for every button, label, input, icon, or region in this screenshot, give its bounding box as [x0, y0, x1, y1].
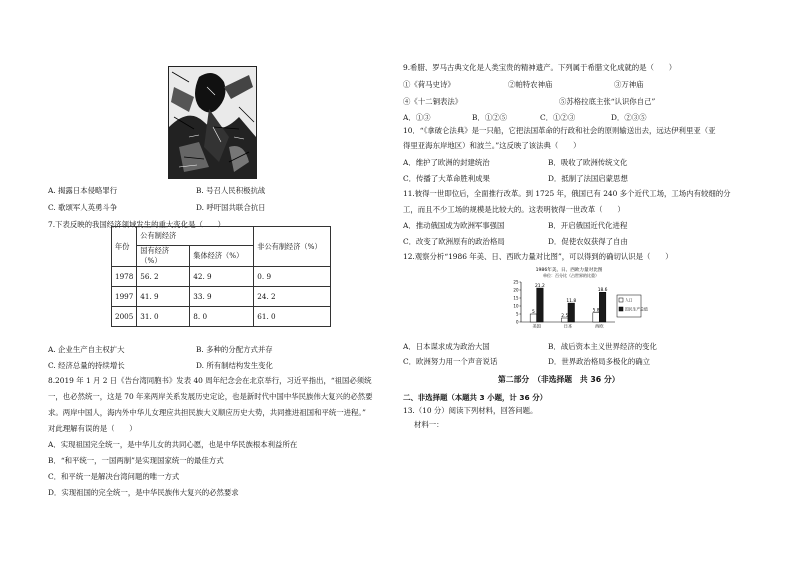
bar-population	[530, 314, 537, 322]
cell: 1997	[112, 287, 137, 307]
category-label: 美国	[532, 323, 541, 329]
q8-line-2: 一，也必然统一，这是 70 年来两岸关系发展历史定论，也是新时代中国中华民族伟大复兴的必然要	[48, 392, 373, 401]
q12-option-b[interactable]: B．战后资本主义世界经济的变化	[548, 342, 657, 351]
table-row	[112, 287, 331, 307]
q10-option-c[interactable]: C．传播了大革命胜利成果	[403, 174, 490, 183]
q9-item-5: ⑤苏格拉底主张“认识你自己”	[559, 97, 656, 106]
cell: 2005	[112, 307, 137, 327]
woodcut-illustration	[168, 66, 257, 179]
q10-option-d[interactable]: D．抵制了法国启蒙思想	[548, 174, 628, 183]
q7-option-c[interactable]: C. 经济总量的持续增长	[48, 361, 125, 370]
q8-option-a[interactable]: A．实现祖国完全统一，是中华儿女的共同心愿，也是中华民族根本利益所在	[48, 440, 298, 449]
q11-option-c[interactable]: C．改变了欧洲原有的政治格局	[403, 237, 505, 246]
cell: 0. 9	[254, 267, 331, 287]
cell: 56. 2	[137, 267, 190, 287]
q13-stem: 13.（10 分）阅读下列材料，回答问题。	[403, 406, 538, 415]
legend-label: 国民生产总值	[625, 306, 648, 312]
y-tick-label: 15	[513, 295, 519, 301]
q7-option-d[interactable]: D. 所有制结构发生变化	[196, 361, 273, 370]
q8-option-d[interactable]: D．实现祖国的完全统一，是中华民族伟大复兴的必然要求	[48, 488, 239, 497]
q9-choice-a[interactable]: A．①③	[403, 113, 431, 122]
cell: 24. 2	[254, 287, 331, 307]
q10-line-1: 10．“《拿破仑法典》是一只船，它把法国革命的行政和社会的原则输送出去，远达伊利里亚（亚	[403, 126, 716, 135]
category-label: 西欧	[595, 323, 604, 329]
data-label: 18.6	[597, 288, 608, 294]
data-label: 2.5	[561, 313, 569, 319]
y-tick-label: 0	[515, 319, 519, 325]
q10-line-2: 得里亚海东岸地区）和波兰。”这反映了该法典（ ）	[403, 141, 581, 150]
q9-choice-b[interactable]: B．①②⑤	[472, 113, 507, 122]
q9-item-2: ②帕特农神庙	[508, 80, 553, 89]
table-row	[112, 307, 331, 327]
th-collective: 集体经济（%）	[190, 246, 254, 267]
q12-stem: 12.观察分析“1986 年美、日、西欧力量对比图”，可以得到的确切认识是（ ）	[403, 252, 673, 261]
q12-option-c[interactable]: C．欧洲努力用一个声音说话	[403, 357, 498, 366]
table-row	[112, 267, 331, 287]
y-tick-label: 20	[513, 287, 519, 293]
q6-option-a[interactable]: A. 揭露日本侵略罪行	[48, 186, 118, 195]
legend-swatch	[619, 298, 623, 302]
category-label: 日本	[563, 323, 573, 329]
q11-option-a[interactable]: A．推动俄国成为欧洲军事强国	[403, 221, 505, 230]
q9-item-4: ④《十二铜表法》	[403, 97, 463, 106]
th-public: 公有制经济	[137, 227, 254, 246]
bar-population	[593, 313, 600, 322]
q11-option-b[interactable]: B．开启俄国近代化进程	[548, 221, 628, 230]
chart-subtitle: 单位：百分比（占世界的比重）	[543, 273, 599, 278]
cell: 61. 0	[254, 307, 331, 327]
th-nonpublic: 非公有制经济（%）	[254, 227, 331, 267]
q9-choice-d[interactable]: D．②③⑤	[611, 113, 647, 122]
material-label: 材料一：	[414, 420, 444, 429]
q6-option-d[interactable]: D. 呼吁国共联合抗日	[196, 203, 266, 212]
bar-gnp	[599, 292, 606, 322]
section2-heading: 二、非选择题（本题共 3 小题，计 36 分）	[403, 393, 547, 402]
part2-title: 第二部分 （非选择题 共 36 分）	[498, 375, 620, 384]
q11-line-2: 工，而且不少工场的规模是比较大的。这表明彼得一世改革（ ）	[403, 205, 625, 214]
th-state: 国有经济（%）	[137, 246, 190, 267]
y-tick-label: 5	[515, 311, 519, 317]
q12-option-d[interactable]: D．世界政治格局多极化的确立	[548, 357, 651, 366]
cell: 31. 0	[137, 307, 190, 327]
th-year: 年份	[112, 227, 137, 267]
q12-option-a[interactable]: A．日本谋求成为政治大国	[403, 342, 490, 351]
cell: 1978	[112, 267, 137, 287]
q6-option-c[interactable]: C. 歌颂军人英勇斗争	[48, 203, 118, 212]
cell: 41. 9	[137, 287, 190, 307]
q7-option-a[interactable]: A. 企业生产自主权扩大	[48, 345, 125, 354]
q9-choice-c[interactable]: C．①②③	[540, 113, 576, 122]
q7-stem: 7.下表反映的我国经济领域发生的重大变化是（ ）	[48, 220, 226, 229]
q11-option-d[interactable]: D．促使农奴获得了自由	[548, 237, 628, 246]
q8-line-3: 求。两岸中国人，海内外中华儿女理应共担民族大义顺应历史大势，共同推进祖国和平统一进程。”	[48, 408, 366, 417]
q8-line-4: 对此理解有误的是（ ）	[48, 424, 137, 433]
q7-table	[111, 226, 331, 327]
q9-item-1: ①《荷马史诗》	[403, 80, 455, 89]
q8-option-c[interactable]: C．和平统一是解决台湾问题的唯一方式	[48, 472, 180, 481]
q7-option-b[interactable]: B. 多种的分配方式并存	[196, 345, 273, 354]
bar-gnp	[568, 303, 575, 322]
q9-stem: 9.希腊、罗马古典文化是人类宝贵的精神遗产。下列属于希腊文化成就的是（ ）	[403, 63, 677, 72]
cell: 8. 0	[190, 307, 254, 327]
data-label: 5.8	[592, 308, 600, 314]
chart-title: 1986年美、日、西欧力量对比图	[535, 268, 603, 273]
q6-option-b[interactable]: B. 号召人民积极抗战	[196, 186, 266, 195]
data-label: 11.8	[566, 298, 577, 304]
y-tick-label: 25	[513, 279, 519, 285]
data-label: 21.2	[535, 283, 545, 289]
y-tick-label: 10	[513, 303, 519, 309]
legend-label: 人口	[625, 297, 633, 303]
bar-gnp	[537, 288, 544, 322]
q8-option-b[interactable]: B．“和平统一，一国两制”是实现国家统一的最佳方式	[48, 456, 224, 465]
q11-line-1: 11.彼得一世即位后，全面推行改革。到 1725 年，俄国已有 240 多个近代工场，工场内有较细的分	[403, 189, 731, 198]
cell: 42. 9	[190, 267, 254, 287]
legend-swatch	[619, 307, 623, 311]
data-label: 5	[532, 309, 535, 315]
power-comparison-chart	[499, 265, 649, 333]
q8-line-1: 8.2019 年 1 月 2 日《告台湾同胞书》发表 40 周年纪念会在北京举行，习近平指出，“祖国必须统	[48, 376, 372, 385]
q10-option-a[interactable]: A．维护了欧洲的封建统治	[403, 158, 490, 167]
cell: 33. 9	[190, 287, 254, 307]
q9-item-3: ③万神庙	[614, 80, 644, 89]
q10-option-b[interactable]: B．吸收了欧洲传统文化	[548, 158, 628, 167]
